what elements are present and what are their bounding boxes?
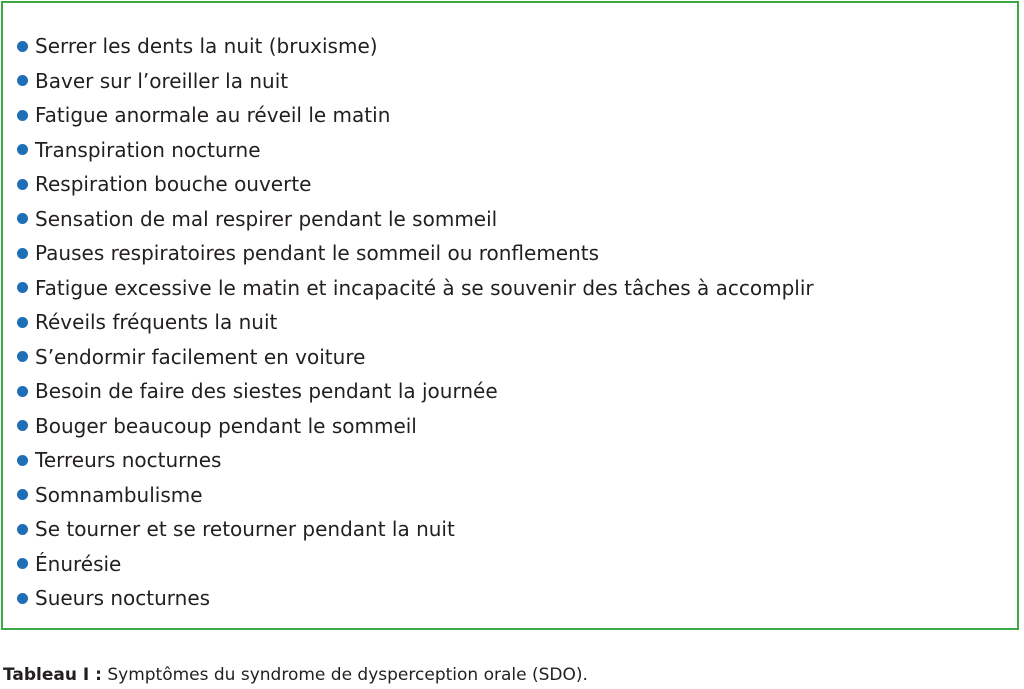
bullet-icon (17, 455, 28, 466)
list-item-text: Somnambulisme (35, 482, 203, 507)
list-item-text: Baver sur l’oreiller la nuit (35, 68, 289, 93)
list-item-text: Réveils fréquents la nuit (35, 310, 278, 334)
list-item-text: Terreurs nocturnes (35, 448, 222, 472)
bullet-icon (17, 75, 28, 86)
caption-label: Tableau I : (3, 665, 102, 685)
bullet-icon (17, 420, 28, 431)
bullet-icon (17, 351, 28, 362)
list-item-text: Serrer les dents la nuit (bruxisme) (35, 34, 378, 58)
list-item-text: Fatigue anormale au réveil le matin (35, 103, 391, 127)
table-caption (3, 665, 588, 685)
list-item-text: Énurésie (35, 551, 122, 576)
bullet-icon (17, 593, 28, 604)
bullet-icon (17, 317, 28, 328)
bullet-icon (17, 179, 28, 190)
bullet-icon (17, 282, 28, 293)
list-item (17, 547, 814, 582)
list-item (17, 581, 814, 616)
list-item (17, 374, 814, 409)
list-item-text: Pauses respiratoires pendant le sommeil ou ronflements (35, 241, 600, 265)
symptoms-table-box (1, 1, 1019, 630)
list-item (17, 202, 814, 237)
list-item-text: Transpiration nocturne (35, 137, 261, 162)
list-item-text: Sensation de mal respirer pendant le sommeil (35, 206, 498, 231)
bullet-icon (17, 248, 28, 259)
list-item (17, 271, 814, 306)
bullet-icon (17, 144, 28, 155)
list-item (17, 133, 814, 168)
list-item-text: Respiration bouche ouverte (35, 172, 312, 196)
list-item-text: Sueurs nocturnes (35, 586, 211, 610)
list-item (17, 64, 814, 99)
list-item (17, 98, 814, 133)
bullet-icon (17, 558, 28, 569)
bullet-icon (17, 213, 28, 224)
symptoms-list (17, 29, 814, 616)
bullet-icon (17, 489, 28, 500)
bullet-icon (17, 386, 28, 397)
list-item (17, 167, 814, 202)
list-item (17, 478, 814, 513)
caption-text: Symptômes du syndrome de dysperception orale (SDO). (101, 665, 588, 685)
list-item (17, 409, 814, 444)
list-item (17, 305, 814, 340)
list-item-text: Se tourner et se retourner pendant la nuit (35, 517, 455, 541)
bullet-icon (17, 41, 28, 52)
list-item (17, 512, 814, 547)
list-item (17, 29, 814, 64)
list-item-text: S’endormir facilement en voiture (35, 344, 366, 369)
list-item-text: Fatigue excessive le matin et incapacité à se souvenir des tâches à accomplir (35, 275, 814, 300)
list-item-text: Bouger beaucoup pendant le sommeil (35, 413, 417, 438)
list-item (17, 443, 814, 478)
bullet-icon (17, 524, 28, 535)
list-item (17, 236, 814, 271)
list-item (17, 340, 814, 375)
bullet-icon (17, 110, 28, 121)
list-item-text: Besoin de faire des siestes pendant la journée (35, 379, 498, 403)
